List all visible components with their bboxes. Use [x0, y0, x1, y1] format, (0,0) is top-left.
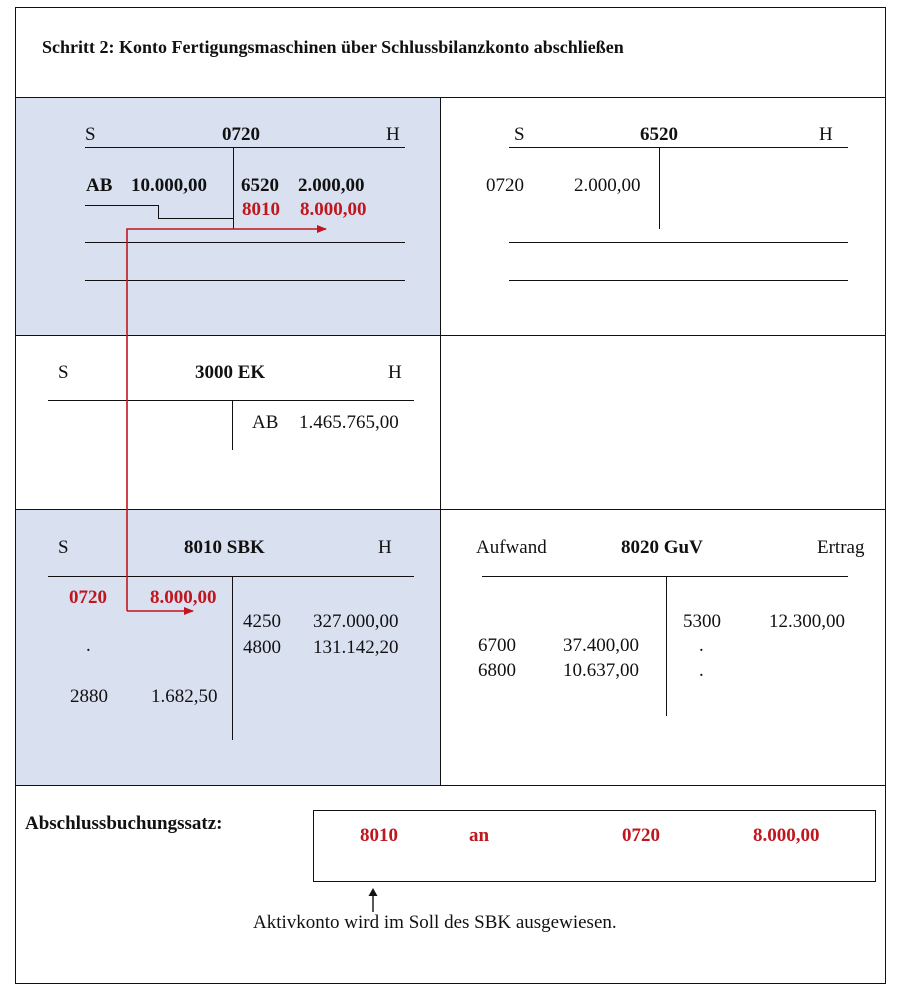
- credit-amount: 12.300,00: [769, 611, 845, 632]
- debit-amount-closing: 8.000,00: [150, 587, 217, 608]
- soll-label: S: [85, 124, 96, 145]
- booking-connector: an: [469, 825, 490, 846]
- arrow-up-icon: [365, 888, 381, 912]
- booking-amount: 8.000,00: [753, 825, 820, 846]
- haben-label: H: [388, 362, 402, 383]
- debit-ref-closing: 0720: [69, 587, 107, 608]
- account-title: 3000 EK: [195, 362, 266, 383]
- debit-amount: 37.400,00: [563, 635, 639, 656]
- debit-ref: AB: [86, 175, 113, 196]
- haben-label: H: [819, 124, 833, 145]
- credit-amount: 131.142,20: [313, 637, 399, 658]
- credit-ellipsis: .: [699, 635, 704, 656]
- credit-ref: AB: [252, 412, 279, 433]
- debit-amount: 2.000,00: [574, 175, 641, 196]
- credit-ref: 6520: [241, 175, 279, 196]
- haben-label: H: [386, 124, 400, 145]
- credit-amount: 1.465.765,00: [299, 412, 399, 433]
- account-title: 0720: [222, 124, 260, 145]
- credit-amount: 327.000,00: [313, 611, 399, 632]
- soll-label: S: [58, 537, 69, 558]
- aufwand-label: Aufwand: [476, 537, 547, 558]
- soll-label: S: [58, 362, 69, 383]
- debit-amount: 1.682,50: [151, 686, 218, 707]
- account-title: 8010 SBK: [184, 537, 265, 558]
- debit-amount: 10.000,00: [131, 175, 207, 196]
- debit-ref: 6800: [478, 660, 516, 681]
- ertrag-label: Ertrag: [817, 537, 865, 558]
- booking-label: Abschlussbuchungssatz:: [25, 813, 223, 834]
- page-title: Schritt 2: Konto Fertigungsmaschinen über Schlussbilanzkonto abschließen: [42, 37, 624, 57]
- transfer-arrow-line: [127, 229, 326, 611]
- soll-label: S: [514, 124, 525, 145]
- booking-debit-account: 8010: [360, 825, 398, 846]
- booking-note: Aktivkonto wird im Soll des SBK ausgewiesen.: [253, 912, 617, 933]
- debit-ref: 6700: [478, 635, 516, 656]
- credit-amount: 2.000,00: [298, 175, 365, 196]
- debit-ref: 2880: [70, 686, 108, 707]
- debit-ellipsis: .: [86, 635, 91, 656]
- credit-ellipsis: .: [699, 660, 704, 681]
- credit-ref: 4250: [243, 611, 281, 632]
- credit-ref-closing: 8010: [242, 199, 280, 220]
- credit-ref: 4800: [243, 637, 281, 658]
- debit-amount: 10.637,00: [563, 660, 639, 681]
- booking-credit-account: 0720: [622, 825, 660, 846]
- account-title: 8020 GuV: [621, 537, 703, 558]
- debit-ref: 0720: [486, 175, 524, 196]
- credit-amount-closing: 8.000,00: [300, 199, 367, 220]
- haben-label: H: [378, 537, 392, 558]
- account-title: 6520: [640, 124, 678, 145]
- credit-ref: 5300: [683, 611, 721, 632]
